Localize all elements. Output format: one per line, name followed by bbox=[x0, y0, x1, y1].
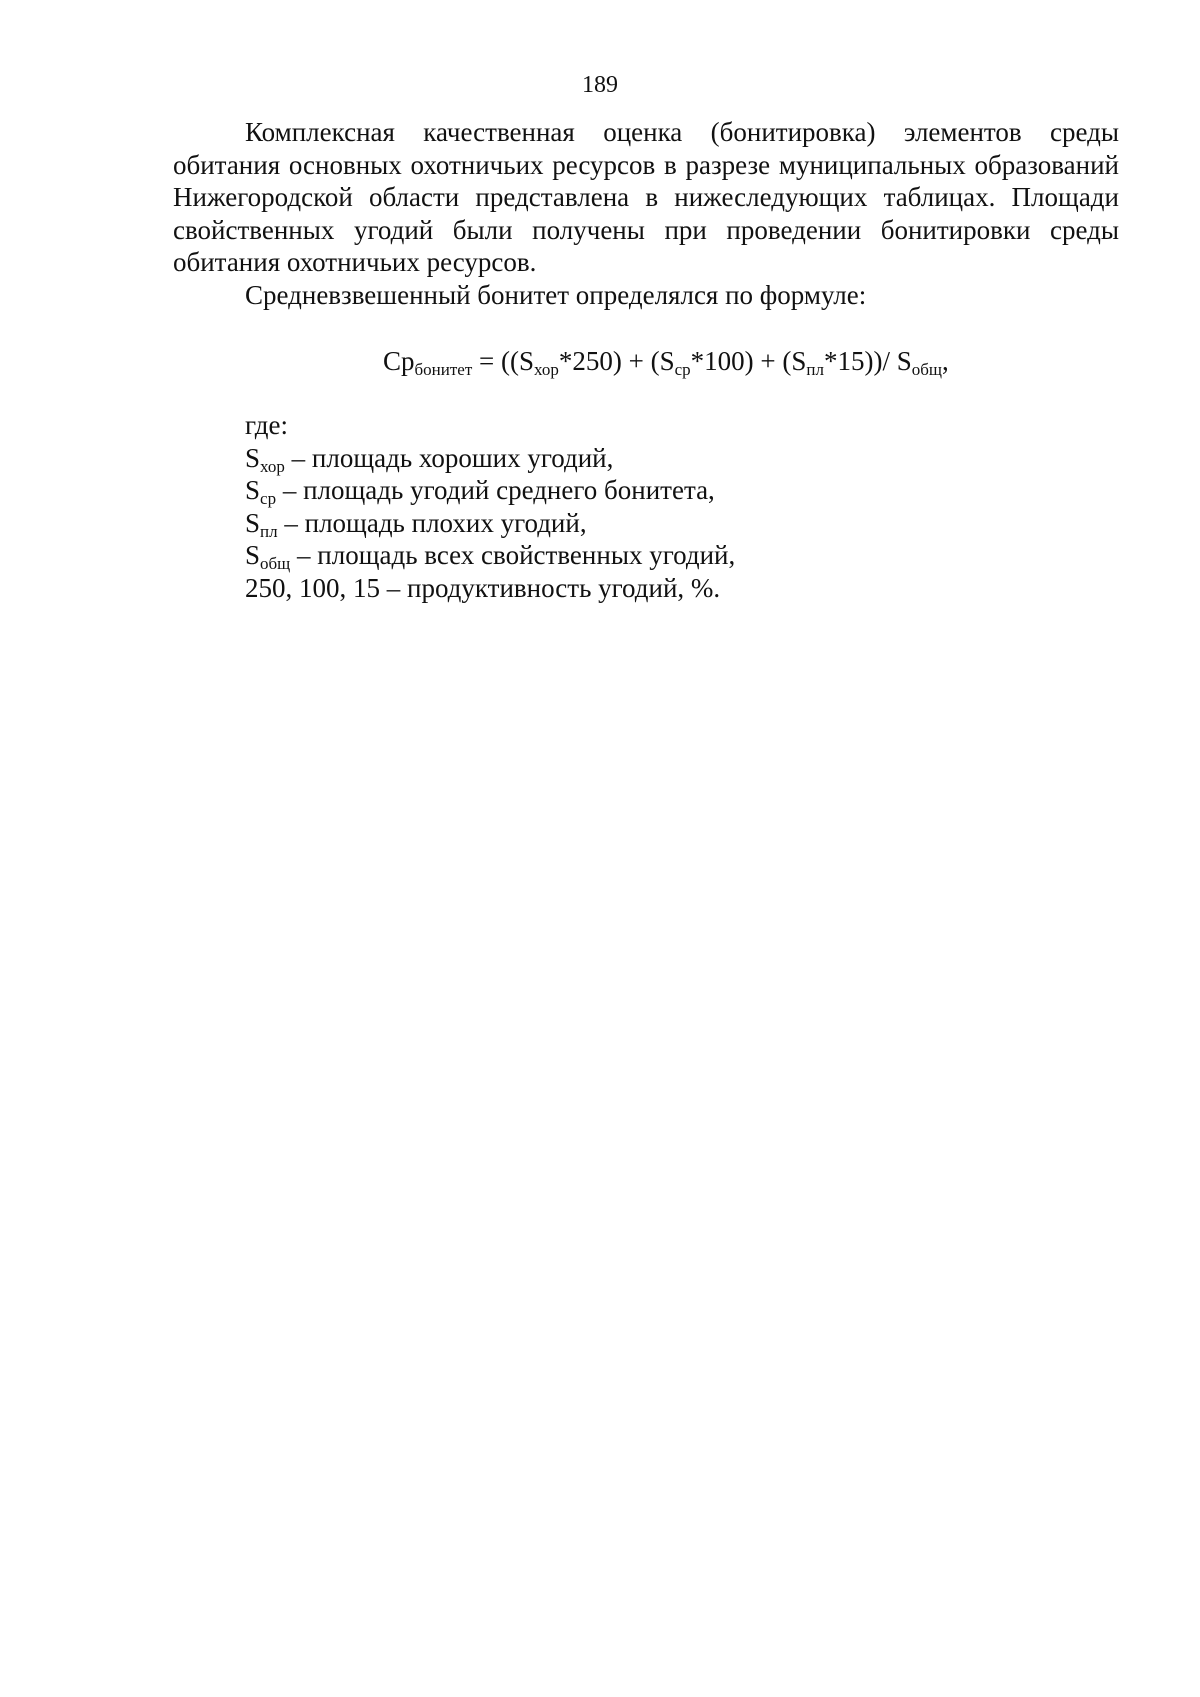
formula-subscript-total: общ bbox=[911, 360, 942, 379]
formula-subscript-good: хор bbox=[534, 360, 559, 379]
definition-productivity: 250, 100, 15 – продуктивность угодий, %. bbox=[245, 572, 721, 603]
formula-lhs-subscript: бонитет bbox=[414, 360, 473, 379]
formula-lhs: Ср bbox=[383, 346, 415, 376]
definition-item: $S_{пл}$ – площадь плохих угодий, bbox=[245, 507, 587, 541]
bonitet-formula bbox=[383, 345, 949, 377]
definitions-intro: где: bbox=[245, 410, 288, 440]
intro-paragraph: Комплексная качественная оценка (бонитировка) элементов среды обитания основных охотничьих ресурсов в разрезе муниципальных образований Нижегородской области представлена в нижеследующих таблицах. Площади свойственных угодий были получены при проведении бонитировки среды обитания охотничьих ресурсов. bbox=[173, 117, 1119, 277]
definitions-list bbox=[245, 409, 735, 604]
formula-part-3: *100) + (S bbox=[690, 346, 807, 376]
definition-item: $S_{хор}$ – площадь хороших угодий, bbox=[245, 442, 614, 476]
formula-part-2: *250) + (S bbox=[558, 346, 675, 376]
page-number: 189 bbox=[582, 72, 618, 98]
body-text bbox=[173, 116, 1119, 311]
formula-lead-paragraph: Средневзвешенный бонитет определялся по формуле: bbox=[245, 279, 867, 310]
formula-subscript-medium: ср bbox=[674, 360, 691, 379]
definition-item: $S_{ср}$ – площадь угодий среднего бонитета, bbox=[245, 475, 715, 508]
formula-subscript-poor: пл bbox=[806, 360, 824, 379]
formula-part-1: = ((S bbox=[472, 346, 534, 376]
formula-tail: , bbox=[941, 346, 949, 376]
definition-item: $S_{общ}$ – площадь всех свойственных угодий, bbox=[245, 540, 736, 573]
formula-part-4: *15))/ S bbox=[823, 346, 912, 376]
